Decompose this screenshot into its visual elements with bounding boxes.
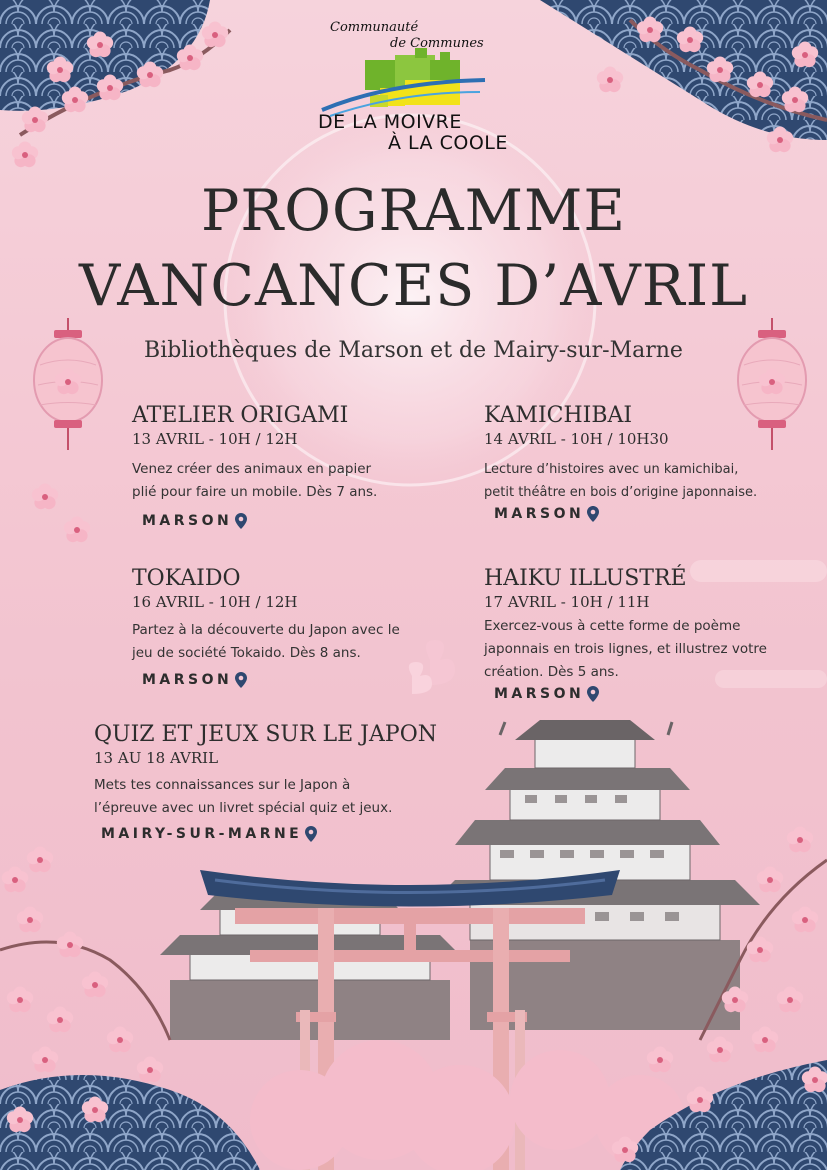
page-subtitle: Bibliothèques de Marson et de Mairy-sur-Marne [144,338,683,363]
logo-text: DE LA MOIVRE [318,111,462,133]
event-title: QUIZ ET JEUX SUR LE JAPON [94,722,437,747]
logo-mark-icon [322,48,485,116]
description-line: création. Dès 5 ans. [484,664,619,680]
event-card [132,403,462,529]
event-description [94,774,514,820]
description-line: Lecture d’histoires avec un kamichibai, [484,462,739,477]
event-location [142,672,462,688]
event-card [484,403,814,522]
description-line: Venez créer des animaux en papier [132,461,372,477]
location-label: MARSON [494,686,585,702]
event-date: 17 AVRIL - 10H / 11H [484,593,650,611]
description-line: Mets tes connaissances sur le Japon à [94,777,351,793]
map-pin-icon [587,686,599,702]
event-title: KAMICHIBAI [484,403,633,428]
event-location [142,513,462,529]
logo-text: Communauté [330,20,419,35]
location-label: MAIRY-SUR-MARNE [101,826,303,842]
event-description [484,458,814,504]
page-title: VANCANCES D’AVRIL [79,253,748,319]
event-date: 14 AVRIL - 10H / 10H30 [484,430,669,448]
location-label: MARSON [142,513,233,529]
page-title: PROGRAMME [201,178,626,244]
event-card [132,566,462,688]
location-label: MARSON [142,672,233,688]
event-title: ATELIER ORIGAMI [132,403,349,428]
event-date: 13 AU 18 AVRIL [94,749,219,767]
event-description [132,458,462,504]
map-pin-icon [235,513,247,529]
event-card [484,566,814,702]
logo-text: À LA COOLE [388,132,508,154]
event-location [494,686,814,702]
map-pin-icon [235,672,247,688]
logo-text: de Communes [390,36,484,51]
location-label: MARSON [494,506,585,522]
event-description [132,619,462,665]
description-line: jeu de société Tokaido. Dès 8 ans. [132,645,361,661]
event-date: 13 AVRIL - 10H / 12H [132,430,298,448]
wave-pattern-icon [0,1075,260,1170]
event-description [484,615,814,684]
map-pin-icon [587,506,599,522]
event-date: 16 AVRIL - 10H / 12H [132,593,298,611]
map-pin-icon [305,826,317,842]
event-location [494,506,814,522]
event-title: HAIKU ILLUSTRÉ [484,566,687,591]
description-line: Partez à la découverte du Japon avec le [132,622,400,638]
description-line: japonnais en trois lignes, et illustrez votre [484,641,767,657]
event-card [94,722,514,842]
event-title: TOKAIDO [132,566,241,591]
wave-pattern-icon [540,0,827,140]
description-line: Exercez-vous à cette forme de poème [484,618,741,634]
description-line: l’épreuve avec un livret spécial quiz et jeux. [94,800,393,816]
description-line: plié pour faire un mobile. Dès 7 ans. [132,484,378,500]
event-location [101,826,514,842]
description-line: petit théâtre en bois d’origine japonnaise. [484,485,758,500]
cherry-blossom-icon [32,484,90,543]
